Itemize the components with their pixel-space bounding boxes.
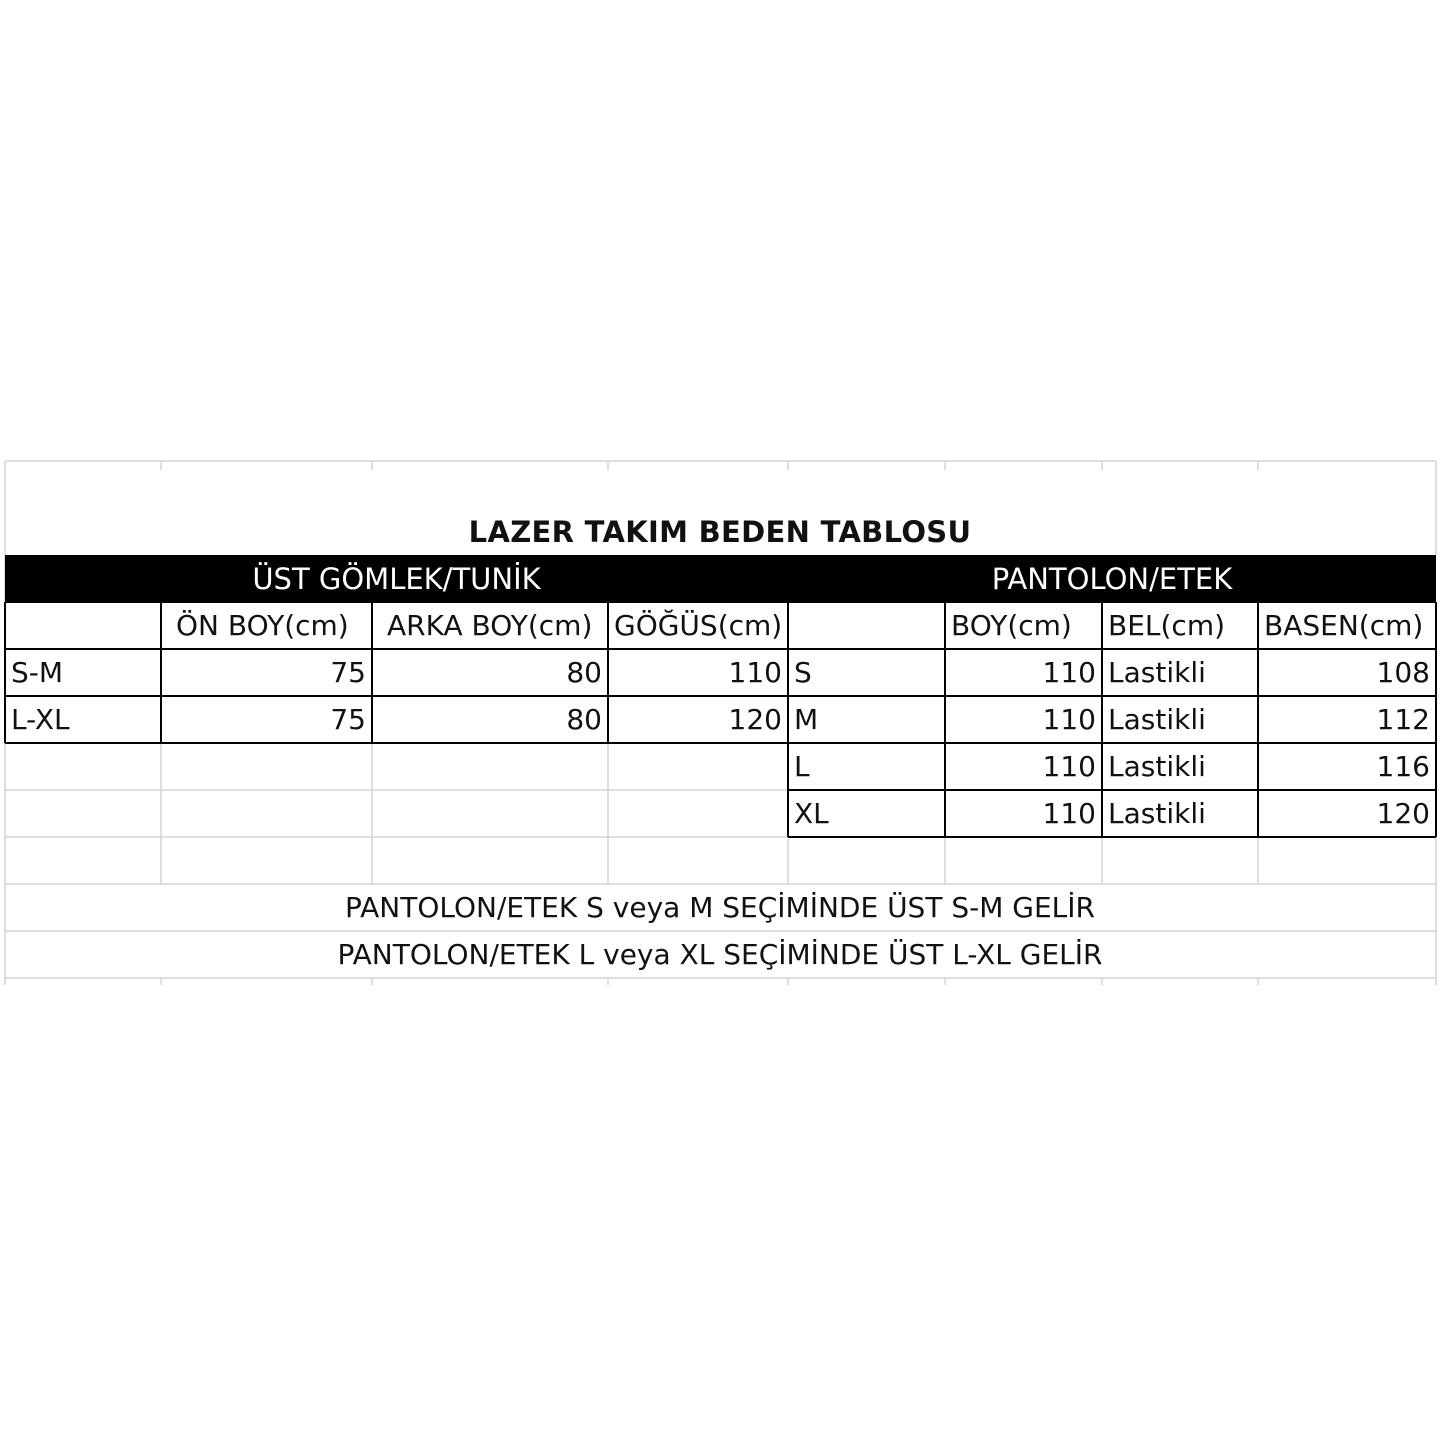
bottom-section-label: PANTOLON/ETEK xyxy=(991,562,1233,596)
header-gogus: GÖĞÜS(cm) xyxy=(614,609,783,642)
header-bel: BEL(cm) xyxy=(1108,609,1226,642)
top-row-gogus: 110 xyxy=(728,656,782,689)
bottom-row-boy: 110 xyxy=(1042,656,1096,689)
bottom-row-basen: 116 xyxy=(1376,750,1430,783)
header-boy: BOY(cm) xyxy=(951,609,1072,642)
top-row-size: L-XL xyxy=(11,703,70,736)
bottom-row-size: XL xyxy=(794,797,829,830)
bottom-row-size: L xyxy=(794,750,810,783)
bottom-row-basen: 112 xyxy=(1376,703,1430,736)
bottom-row-bel: Lastikli xyxy=(1108,797,1206,830)
header-basen: BASEN(cm) xyxy=(1264,609,1424,642)
bottom-row-basen: 108 xyxy=(1376,656,1430,689)
size-note-1: PANTOLON/ETEK S veya M SEÇİMİNDE ÜST S-M GELİR xyxy=(345,891,1095,924)
top-row-arka-boy: 80 xyxy=(566,703,602,736)
top-row-gogus: 120 xyxy=(728,703,782,736)
top-row-size: S-M xyxy=(11,656,64,689)
chart-title: LAZER TAKIM BEDEN TABLOSU xyxy=(468,515,972,549)
top-row-on-boy: 75 xyxy=(330,656,366,689)
bottom-row-size: M xyxy=(794,703,819,736)
size-note-2: PANTOLON/ETEK L veya XL SEÇİMİNDE ÜST L-XL GELİR xyxy=(337,938,1103,971)
bottom-row-boy: 110 xyxy=(1042,750,1096,783)
bottom-row-basen: 120 xyxy=(1376,797,1430,830)
header-arka-boy: ARKA BOY(cm) xyxy=(387,609,593,642)
top-section-label: ÜST GÖMLEK/TUNİK xyxy=(252,562,541,596)
bottom-row-boy: 110 xyxy=(1042,703,1096,736)
bottom-row-bel: Lastikli xyxy=(1108,703,1206,736)
bottom-row-boy: 110 xyxy=(1042,797,1096,830)
top-row-arka-boy: 80 xyxy=(566,656,602,689)
bottom-row-size: S xyxy=(794,656,812,689)
bottom-row-bel: Lastikli xyxy=(1108,656,1206,689)
top-row-on-boy: 75 xyxy=(330,703,366,736)
bottom-row-bel: Lastikli xyxy=(1108,750,1206,783)
header-on-boy: ÖN BOY(cm) xyxy=(176,609,349,642)
